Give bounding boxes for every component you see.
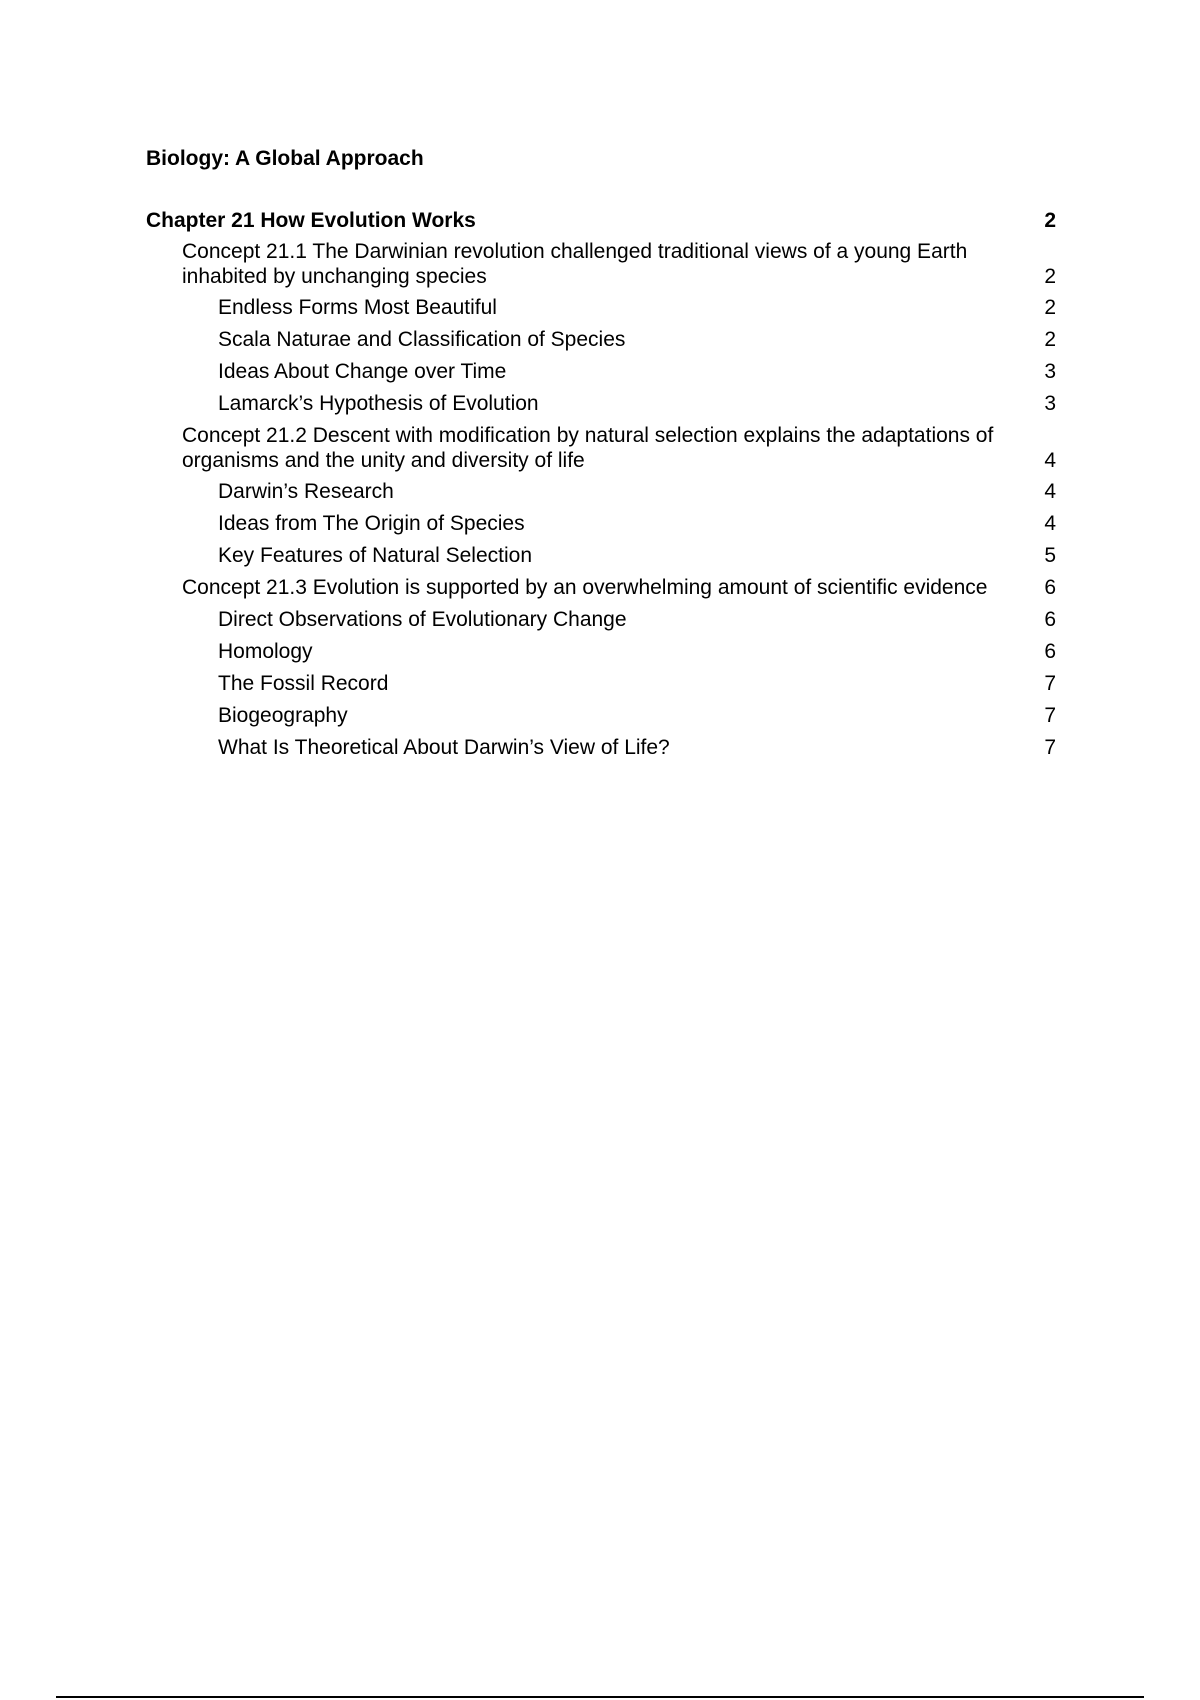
toc-entry-title: Homology — [218, 640, 313, 663]
toc-entry-page: 4 — [1044, 449, 1056, 472]
toc-entry-page: 5 — [1044, 544, 1056, 567]
toc-entry-title: Chapter 21 How Evolution Works — [146, 209, 476, 232]
toc-entry-page: 2 — [1044, 265, 1056, 288]
toc-section-entry[interactable] — [146, 543, 1056, 568]
toc-section-entry[interactable] — [146, 327, 1056, 352]
toc-entry-title: Biogeography — [218, 704, 348, 727]
toc-section-entry[interactable] — [146, 703, 1056, 728]
toc-entry-page: 3 — [1044, 360, 1056, 383]
toc-entry-title: Darwin’s Research — [218, 480, 394, 503]
toc-entry-page: 6 — [1044, 640, 1056, 663]
toc-concept-entry[interactable] — [146, 423, 1056, 473]
toc-entry-title: Endless Forms Most Beautiful — [218, 296, 497, 319]
toc-entry-page: 2 — [1044, 296, 1056, 319]
toc-entry-title: Concept 21.2 Descent with modification by natural selection explains the adaptations of organisms and the unity and diversity of life — [182, 424, 994, 472]
toc-entry-title: Lamarck’s Hypothesis of Evolution — [218, 392, 539, 415]
toc-entry-page: 2 — [1044, 328, 1056, 351]
toc-concept-entry[interactable] — [146, 575, 1056, 600]
toc-entry-page: 6 — [1044, 576, 1056, 599]
toc-section-entry[interactable] — [146, 735, 1056, 760]
toc-entry-title: Concept 21.3 Evolution is supported by an overwhelming amount of scientific evidence — [182, 576, 988, 599]
toc-section-entry[interactable] — [146, 295, 1056, 320]
document-title: Biology: A Global Approach — [146, 147, 424, 170]
toc-entry-title: Key Features of Natural Selection — [218, 544, 532, 567]
toc-chapter-entry[interactable] — [146, 208, 1056, 233]
toc-section-entry[interactable] — [146, 511, 1056, 536]
toc-entry-title: The Fossil Record — [218, 672, 389, 695]
toc-section-entry[interactable] — [146, 607, 1056, 632]
toc-entry-page: 4 — [1044, 480, 1056, 503]
table-of-contents — [146, 208, 1056, 767]
toc-section-entry[interactable] — [146, 671, 1056, 696]
toc-entry-page: 4 — [1044, 512, 1056, 535]
toc-entry-page: 7 — [1044, 704, 1056, 727]
toc-entry-title: Scala Naturae and Classification of Species — [218, 328, 626, 351]
toc-entry-title: Direct Observations of Evolutionary Change — [218, 608, 627, 631]
toc-entry-page: 2 — [1044, 209, 1056, 232]
toc-entry-page: 7 — [1044, 736, 1056, 759]
toc-entry-title: Ideas from The Origin of Species — [218, 512, 525, 535]
toc-concept-entry[interactable] — [146, 239, 1056, 289]
toc-section-entry[interactable] — [146, 639, 1056, 664]
toc-entry-title: What Is Theoretical About Darwin’s View of Life? — [218, 736, 670, 759]
toc-section-entry[interactable] — [146, 391, 1056, 416]
toc-entry-page: 3 — [1044, 392, 1056, 415]
footer-divider — [56, 1696, 1144, 1698]
toc-entry-title: Ideas About Change over Time — [218, 360, 507, 383]
toc-entry-page: 6 — [1044, 608, 1056, 631]
toc-section-entry[interactable] — [146, 479, 1056, 504]
toc-entry-title: Concept 21.1 The Darwinian revolution challenged traditional views of a young Earth inhabited by unchanging species — [182, 240, 968, 288]
toc-section-entry[interactable] — [146, 359, 1056, 384]
toc-entry-page: 7 — [1044, 672, 1056, 695]
